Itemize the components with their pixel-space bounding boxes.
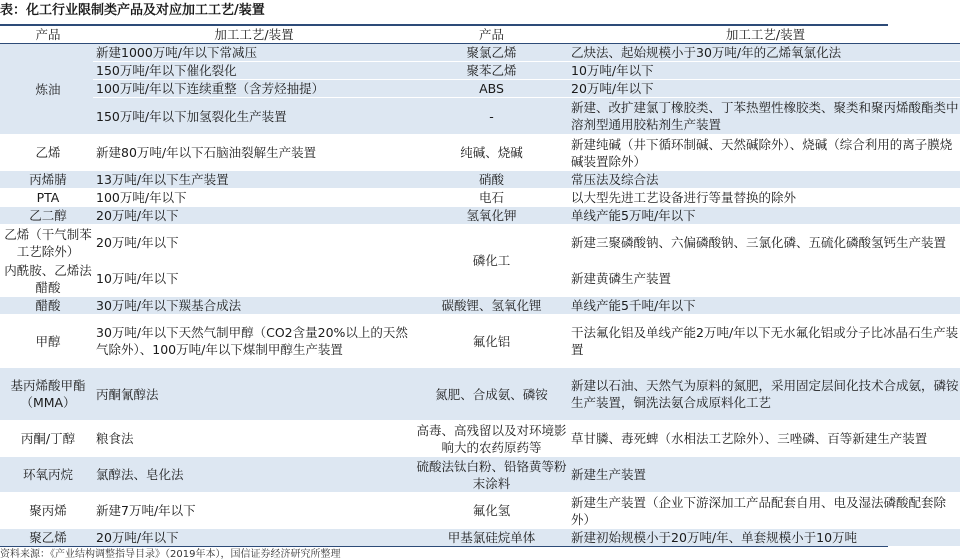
table-row [0, 189, 960, 207]
source-footnote: 资料来源：《产业结构调整指导目录》（2019年本），国信证券经济研究所整理 [0, 549, 341, 560]
cell-process: 30万吨/年以下羰基合成法 [93, 297, 412, 315]
table-row [0, 529, 960, 547]
cell-product: 乙二醇 [0, 207, 93, 225]
cell-process: 新建初始规模小于20万吨/年、单套规模小于10万吨 [568, 529, 960, 547]
cell-process: 150万吨/年以下催化裂化 [93, 62, 412, 80]
cell-process: 新建纯碱（井下循环制碱、天然碱除外）、烧碱（综合利用的离子膜烧碱装置除外） [568, 135, 960, 171]
restricted-products-table [0, 26, 960, 547]
cell-process: 20万吨/年以下 [93, 207, 412, 225]
cell-process: 新建1000万吨/年以下常减压 [93, 44, 412, 62]
cell-product: 高毒、高残留以及对环境影响大的农药原药等 [412, 421, 568, 457]
cell-product: 硝酸 [412, 171, 568, 189]
cell-process: 150万吨/年以下加氢裂化生产装置 [93, 98, 412, 135]
cell-product: 碳酸锂、氢氧化锂 [412, 297, 568, 315]
cell-product: 纯碱、烧碱 [412, 135, 568, 171]
cell-product: 磷化工 [412, 225, 568, 297]
table-bottom-rule [0, 546, 888, 547]
cell-product: PTA [0, 189, 93, 207]
table-row [0, 98, 960, 135]
cell-product: 聚苯乙烯 [412, 62, 568, 80]
cell-product: 基丙烯酸甲酯（MMA） [0, 368, 93, 421]
cell-process: 20万吨/年以下 [93, 225, 412, 261]
cell-process: 常压法及综合法 [568, 171, 960, 189]
cell-process: 20万吨/年以下 [93, 529, 412, 547]
table-row [0, 421, 960, 457]
table-row [0, 368, 960, 421]
table-row [0, 225, 960, 261]
cell-process: 新建80万吨/年以下石脑油裂解生产装置 [93, 135, 412, 171]
cell-product: 硫酸法钛白粉、铅铬黄等粉末涂料 [412, 457, 568, 493]
cell-product: 丙酮/丁醇 [0, 421, 93, 457]
table-row [0, 135, 960, 171]
cell-product: 聚氯乙烯 [412, 44, 568, 62]
cell-process: 新建7万吨/年以下 [93, 493, 412, 529]
header-process-right: 加工工艺/装置 [568, 26, 960, 44]
cell-process: 粮食法 [93, 421, 412, 457]
cell-product: 醋酸 [0, 297, 93, 315]
cell-process: 以大型先进工艺设备进行等量替换的除外 [568, 189, 960, 207]
table-row [0, 171, 960, 189]
header-product-right: 产品 [412, 26, 568, 44]
cell-product: 氟化氢 [412, 493, 568, 529]
cell-product: 氟化铝 [412, 315, 568, 368]
table-row [0, 315, 960, 368]
cell-process: 新建黄磷生产装置 [568, 261, 960, 297]
cell-product: 氢氧化钾 [412, 207, 568, 225]
cell-process: 100万吨/年以下连续重整（含芳烃抽提） [93, 80, 412, 98]
cell-product: 乙烯（干气制苯工艺除外） [0, 225, 93, 261]
header-product-left: 产品 [0, 26, 93, 44]
cell-process: 新建生产装置 [568, 457, 960, 493]
cell-process: 100万吨/年以下 [93, 189, 412, 207]
cell-process: 氯醇法、皂化法 [93, 457, 412, 493]
cell-product: 甲醇 [0, 315, 93, 368]
cell-process: 13万吨/年以下生产装置 [93, 171, 412, 189]
cell-process: 20万吨/年以下 [568, 80, 960, 98]
cell-product: 乙烯 [0, 135, 93, 171]
cell-product: 聚乙烯 [0, 529, 93, 547]
cell-process: 新建三聚磷酸钠、六偏磷酸钠、三氯化磷、五硫化磷酸氢钙生产装置 [568, 225, 960, 261]
cell-process: 干法氟化铝及单线产能2万吨/年以下无水氟化铝或分子比冰晶石生产装置 [568, 315, 960, 368]
cell-process: 新建以石油、天然气为原料的氮肥，采用固定层间化技术合成氨，磷铵生产装置，铜洗法氨合成原料化工艺 [568, 368, 960, 421]
cell-process: 30万吨/年以下天然气制甲醇（CO2含量20%以上的天然气除外）、100万吨/年以下煤制甲醇生产装置 [93, 315, 412, 368]
table-row [0, 457, 960, 493]
cell-process: 新建生产装置（企业下游深加工产品配套自用、电及湿法磷酸配套除外） [568, 493, 960, 529]
cell-process: 草甘膦、毒死蜱（水相法工艺除外）、三唑磷、百等新建生产装置 [568, 421, 960, 457]
table-row [0, 297, 960, 315]
table-row [0, 207, 960, 225]
table-row [0, 44, 960, 62]
table-row [0, 493, 960, 529]
page-title: 表：化工行业限制类产品及对应加工工艺/装置 [0, 3, 265, 18]
cell-process: 乙炔法、起始规模小于30万吨/年的乙烯氧氯化法 [568, 44, 960, 62]
header-process-left: 加工工艺/装置 [93, 26, 412, 44]
cell-process: 单线产能5万吨/年以下 [568, 207, 960, 225]
cell-process: 新建、改扩建氯丁橡胶类、丁苯热塑性橡胶类、聚类和聚丙烯酸酯类中溶剂型通用胶粘剂生产装置 [568, 98, 960, 135]
cell-process: 单线产能5千吨/年以下 [568, 297, 960, 315]
cell-product: ABS [412, 80, 568, 98]
cell-product: 丙烯腈 [0, 171, 93, 189]
cell-process: 丙酮氰醇法 [93, 368, 412, 421]
cell-product: - [412, 98, 568, 135]
cell-product: 电石 [412, 189, 568, 207]
table-row [0, 80, 960, 98]
cell-product: 甲基氯硅烷单体 [412, 529, 568, 547]
cell-product: 内酰胺、乙烯法醋酸 [0, 261, 93, 297]
cell-product: 环氧丙烷 [0, 457, 93, 493]
cell-product: 炼油 [0, 44, 93, 135]
table-row [0, 62, 960, 80]
cell-process: 10万吨/年以下 [568, 62, 960, 80]
table-header-row [0, 26, 960, 44]
cell-product: 氮肥、合成氨、磷铵 [412, 368, 568, 421]
cell-product: 聚丙烯 [0, 493, 93, 529]
cell-process: 10万吨/年以下 [93, 261, 412, 297]
